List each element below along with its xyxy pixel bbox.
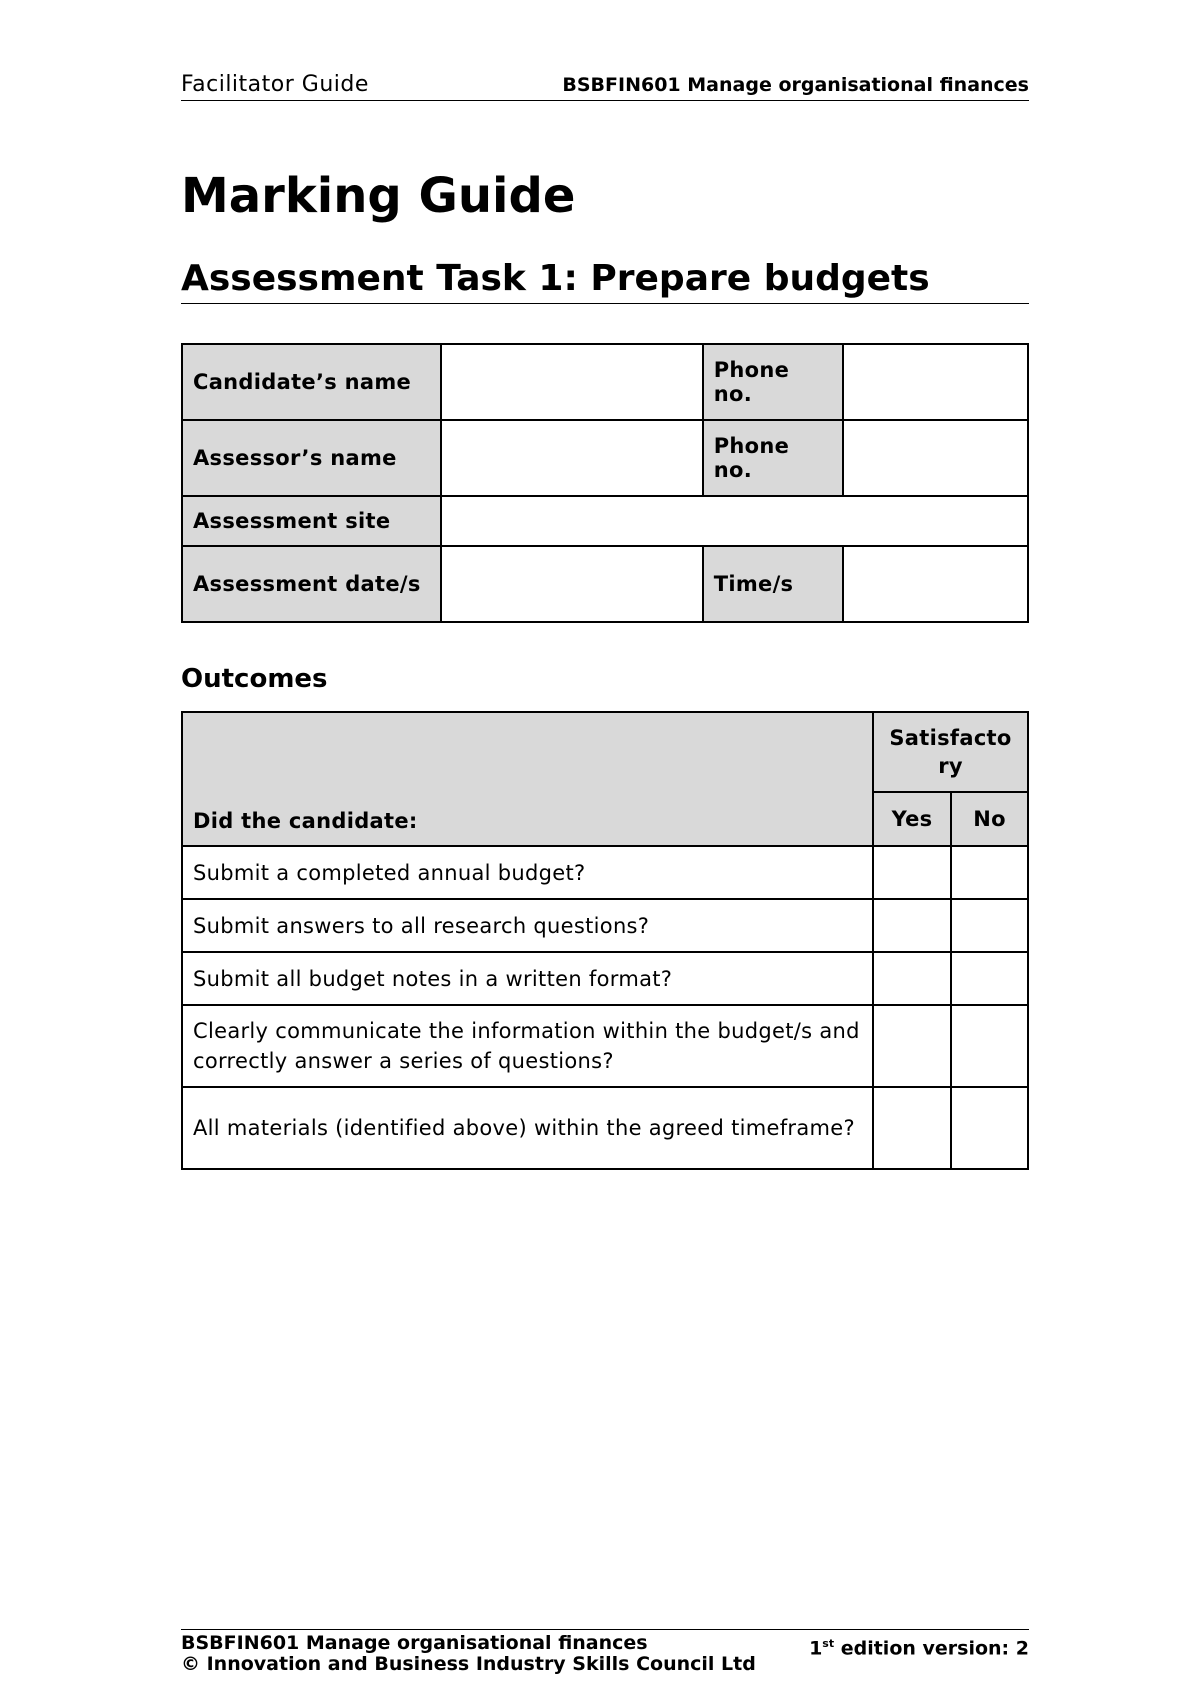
no-checkbox-cell[interactable] [951, 899, 1028, 952]
outcome-row [182, 1087, 1028, 1169]
outcomes-heading: Outcomes [181, 664, 328, 694]
task-title: Assessment Task 1: Prepare budgets [181, 258, 1029, 304]
assessment-site-label: Assessment site [182, 496, 441, 546]
satisfactory-header [873, 712, 1028, 792]
outcome-text: Clearly communicate the information within the budget/s and correctly answer a series of questions? [182, 1005, 873, 1087]
outcome-row [182, 899, 1028, 952]
outcome-text: All materials (identified above) within the agreed timeframe? [182, 1087, 873, 1169]
assessment-site-field[interactable] [441, 496, 1028, 546]
no-checkbox-cell[interactable] [951, 952, 1028, 1005]
yes-checkbox-cell[interactable] [873, 952, 951, 1005]
no-checkbox-cell[interactable] [951, 1087, 1028, 1169]
header-right-text: BSBFIN601 Manage organisational finances [562, 74, 1029, 96]
outcome-row [182, 1005, 1028, 1087]
footer-edition [809, 1633, 1029, 1659]
assessor-name-label: Assessor’s name [182, 420, 441, 496]
edition-text: edition version: 2 [834, 1637, 1029, 1660]
assessor-name-field[interactable] [441, 420, 703, 496]
assessment-dates-label: Assessment date/s [182, 546, 441, 622]
edition-ordinal: 1 [809, 1637, 823, 1660]
yes-checkbox-cell[interactable] [873, 1005, 951, 1087]
outcome-text: Submit answers to all research questions? [182, 899, 873, 952]
edition-ordinal-suffix: st [822, 1637, 835, 1650]
outcomes-table [181, 711, 1029, 1170]
date-row [182, 546, 1028, 622]
outcome-row [182, 846, 1028, 899]
candidate-phone-label: Phone no. [703, 344, 843, 420]
footer-unit-title: BSBFIN601 Manage organisational finances [181, 1632, 648, 1654]
outcome-text: Submit a completed annual budget? [182, 846, 873, 899]
assessor-phone-label: Phone no. [703, 420, 843, 496]
candidate-info-table [181, 343, 1029, 623]
no-checkbox-cell[interactable] [951, 846, 1028, 899]
yes-checkbox-cell[interactable] [873, 899, 951, 952]
assessment-dates-field[interactable] [441, 546, 703, 622]
candidate-name-label: Candidate’s name [182, 344, 441, 420]
footer-copyright: © Innovation and Business Industry Skills Council Ltd [181, 1653, 756, 1675]
outcome-row [182, 952, 1028, 1005]
outcomes-header-row [182, 712, 1028, 792]
page-header [181, 70, 1029, 101]
candidate-row [182, 344, 1028, 420]
yes-header: Yes [873, 792, 951, 846]
assessor-row [182, 420, 1028, 496]
candidate-name-field[interactable] [441, 344, 703, 420]
outcome-text: Submit all budget notes in a written format? [182, 952, 873, 1005]
header-left-text: Facilitator Guide [181, 72, 369, 97]
yes-checkbox-cell[interactable] [873, 1087, 951, 1169]
site-row [182, 496, 1028, 546]
document-page [181, 0, 1029, 1698]
assessor-phone-field[interactable] [843, 420, 1028, 496]
times-label: Time/s [703, 546, 843, 622]
candidate-phone-field[interactable] [843, 344, 1028, 420]
times-field[interactable] [843, 546, 1028, 622]
no-checkbox-cell[interactable] [951, 1005, 1028, 1087]
page-footer [181, 1629, 1029, 1675]
no-header: No [951, 792, 1028, 846]
page-title: Marking Guide [181, 168, 576, 224]
question-header: Did the candidate: [182, 712, 873, 846]
yes-checkbox-cell[interactable] [873, 846, 951, 899]
satisfactory-header-text: Satisfactory [889, 726, 1012, 778]
